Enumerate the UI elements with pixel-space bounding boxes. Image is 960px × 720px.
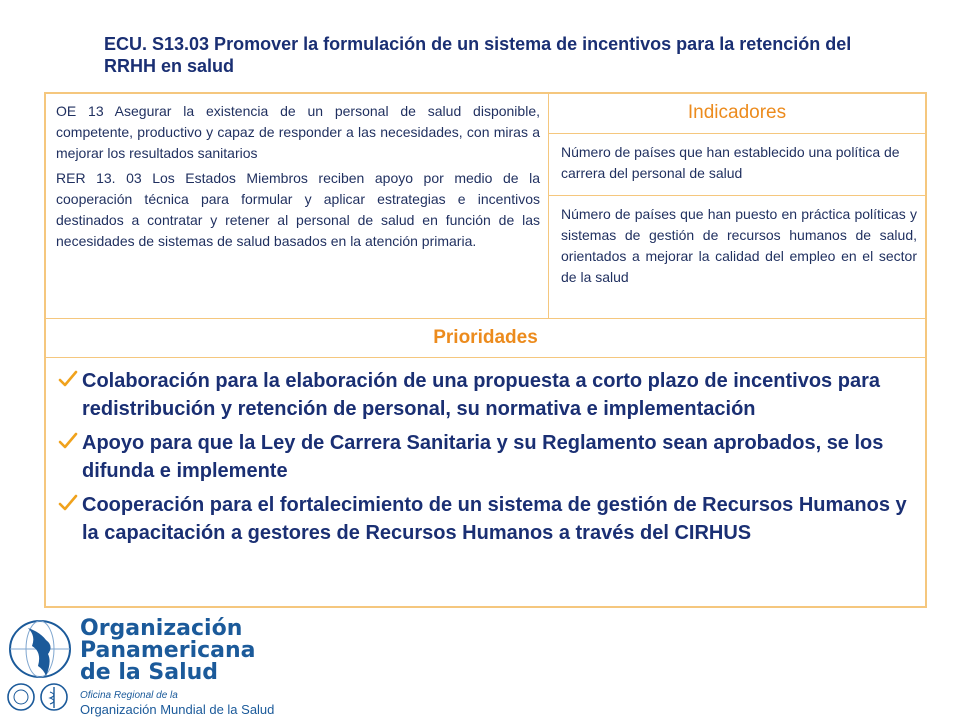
org-name xyxy=(80,618,256,684)
globe-logo-icon xyxy=(6,618,74,680)
regional-office-label: Oficina Regional de la xyxy=(80,690,178,701)
indicator-item: Número de países que han establecido una política de carrera del personal de salud xyxy=(549,134,925,196)
checkmark-icon xyxy=(58,493,78,513)
priorities-list xyxy=(46,358,925,547)
content-table xyxy=(44,92,927,608)
org-name-line2: Panamericana xyxy=(80,638,256,663)
emblems-icon xyxy=(6,682,72,712)
priority-item xyxy=(46,367,925,423)
indicators-header: Indicadores xyxy=(549,94,925,134)
priority-item xyxy=(46,491,925,547)
org-name-line3: de la Salud xyxy=(80,660,219,685)
indicator-item: Número de países que han puesto en práctica políticas y sistemas de gestión de recursos humanos de salud, orientados a mejorar la calidad del empleo en el sector de la salud xyxy=(561,206,917,285)
oe-text: OE 13 Asegurar la existencia de un personal de salud disponible, competente, productivo y capaz de responder a las necesidades, con miras a mejorar los resultados sanitarios xyxy=(56,103,540,161)
rer-text: RER 13. 03 Los Estados Miembros reciben apoyo por medio de la cooperación técnica para formular y aplicar estrategias e incentivos destinados a contratar y retener al personal de salud en función de las necesidades de sistemas de salud basados en la atención primaria. xyxy=(56,170,540,249)
footer-logo xyxy=(0,612,300,720)
priority-item xyxy=(46,429,925,485)
priority-text: Apoyo para que la Ley de Carrera Sanitaria y su Reglamento sean aprobados, se los difunda e implemente xyxy=(82,432,884,482)
priority-text: Cooperación para el fortalecimiento de un sistema de gestión de Recursos Humanos y la capacitación a gestores de Recursos Humanos a través del CIRHUS xyxy=(82,494,907,544)
objectives-cell xyxy=(46,94,549,318)
who-label: Organización Mundial de la Salud xyxy=(80,702,275,717)
checkmark-icon xyxy=(58,369,78,389)
priority-text: Colaboración para la elaboración de una propuesta a corto plazo de incentivos para redistribución y retención de personal, su normativa e implementación xyxy=(82,370,880,420)
slide-title: ECU. S13.03 Promover la formulación de un sistema de incentivos para la retención del RRHH en salud xyxy=(104,34,852,76)
priorities-header: Prioridades xyxy=(46,318,925,358)
checkmark-icon xyxy=(58,431,78,451)
org-name-line1: Organización xyxy=(80,616,243,641)
